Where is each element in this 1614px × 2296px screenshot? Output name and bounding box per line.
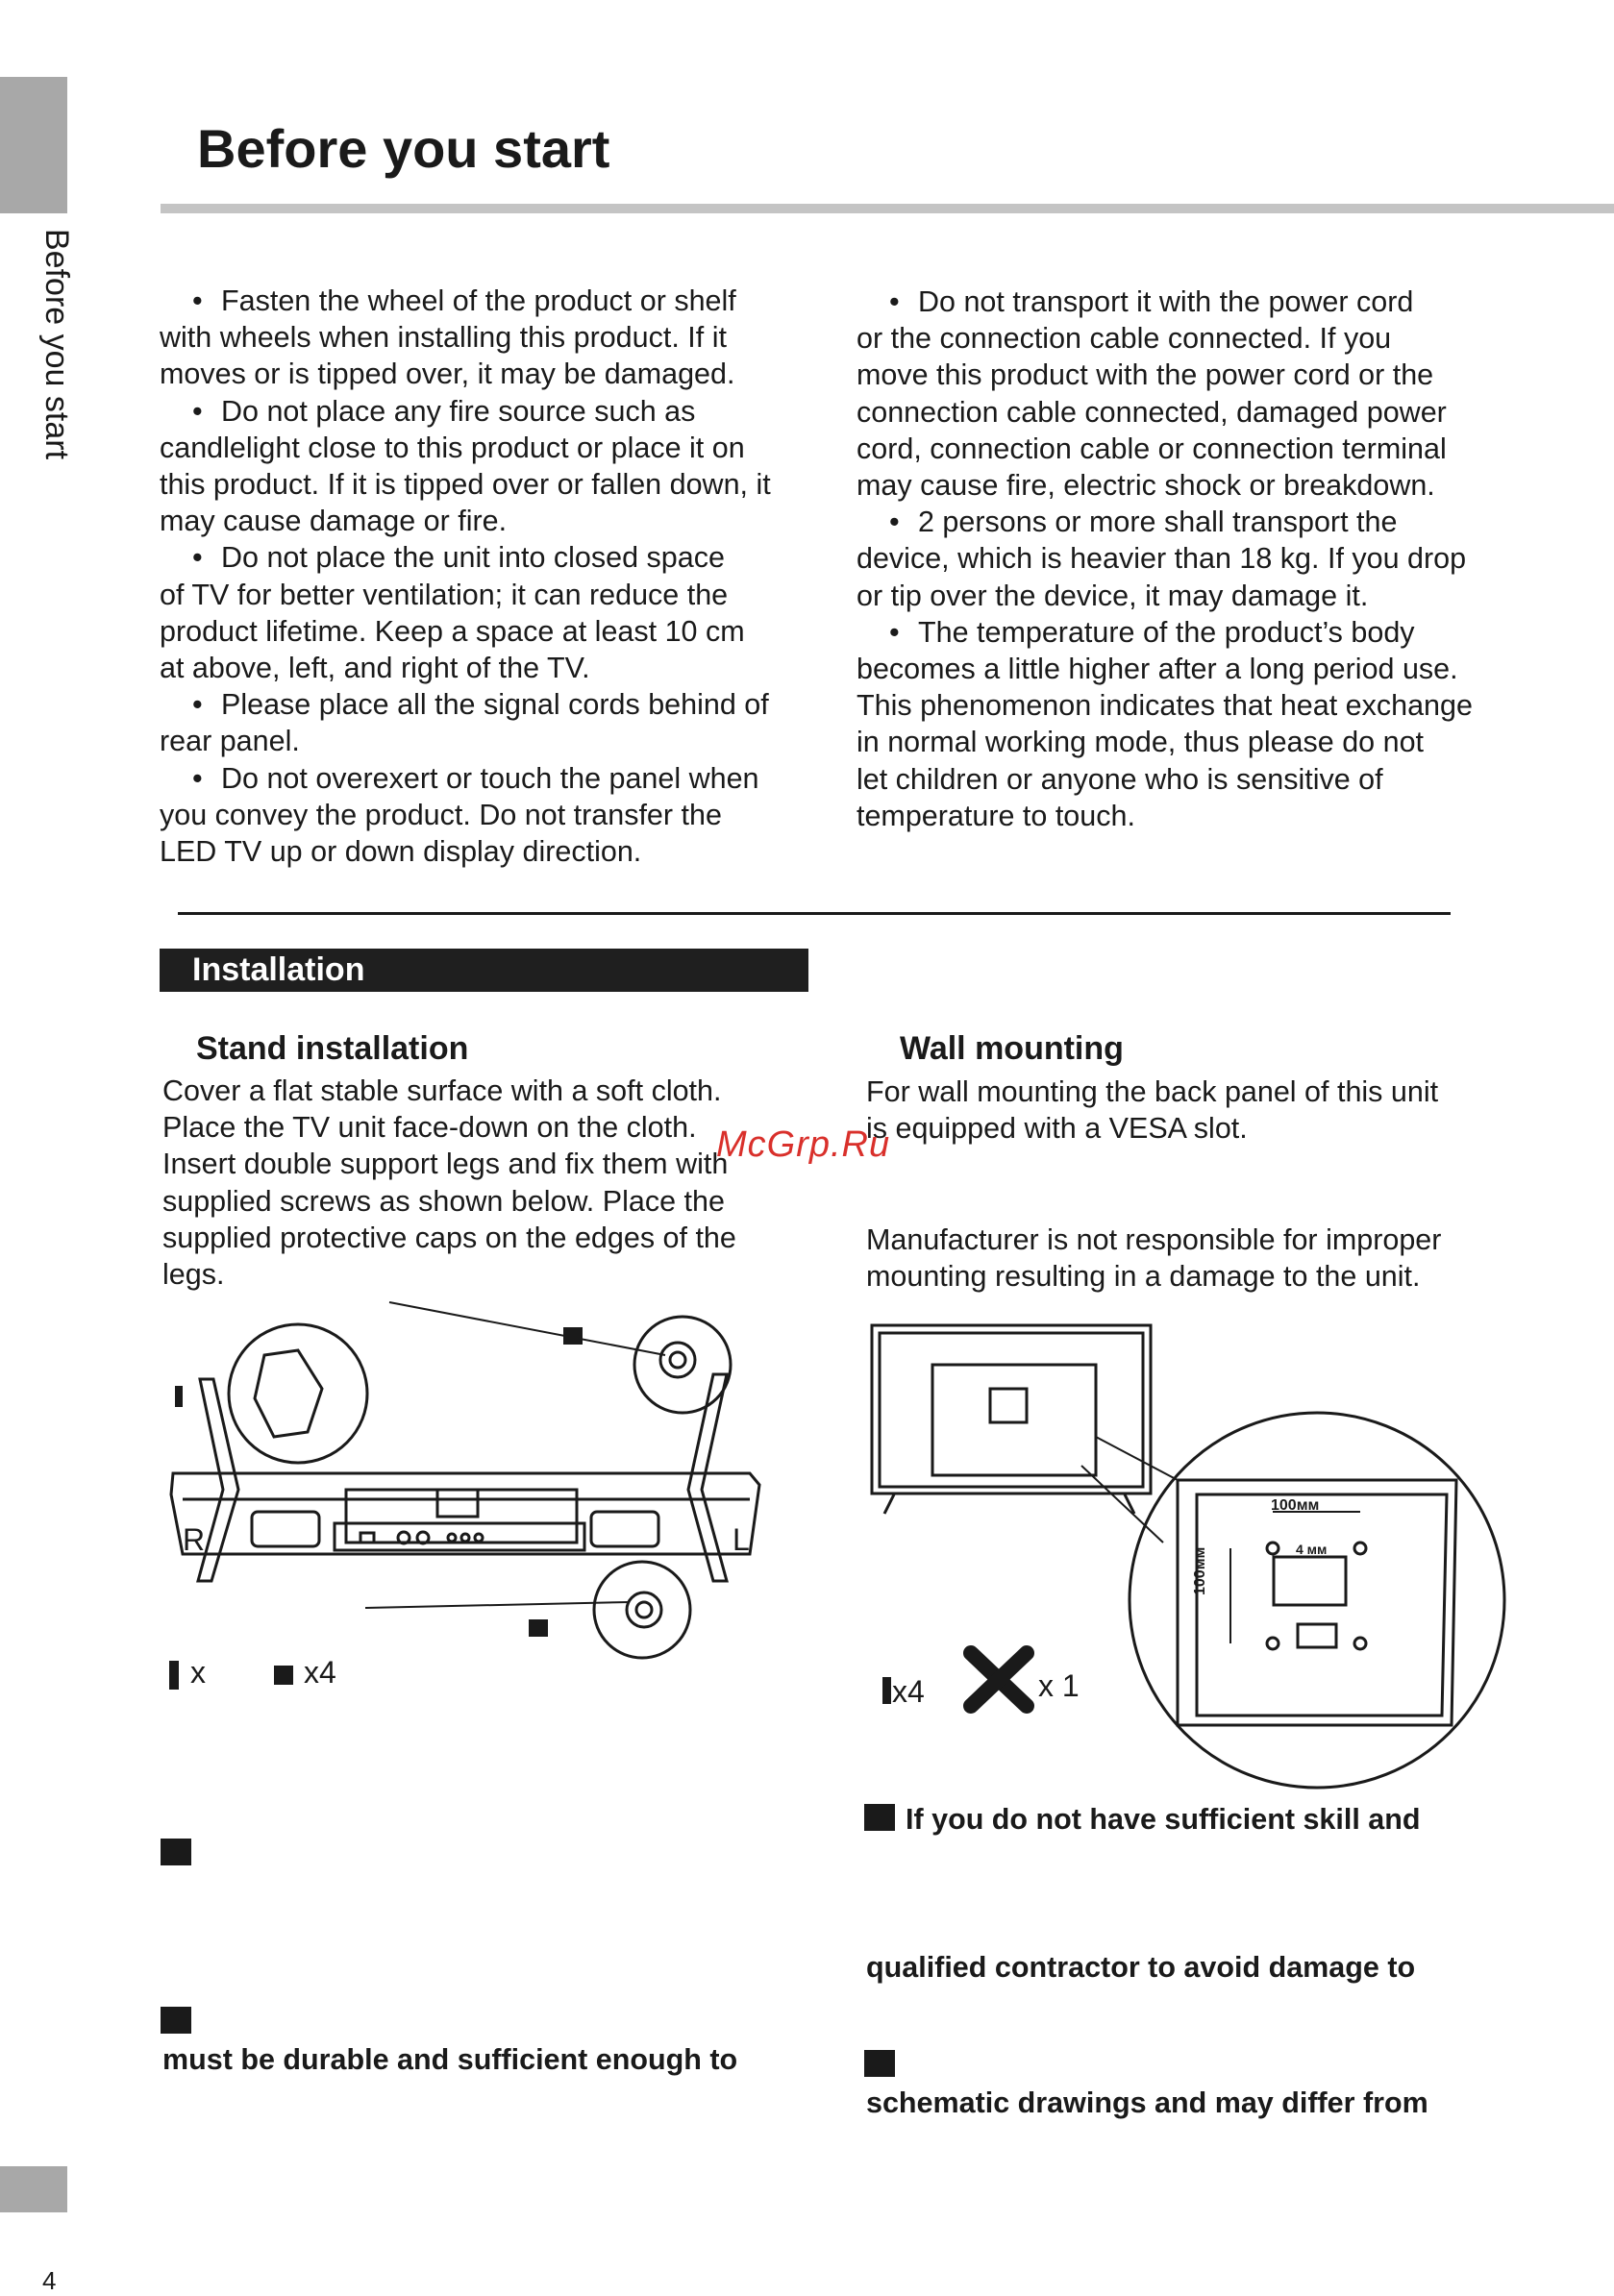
- bullet-line: in normal working mode, thus please do not: [857, 726, 1424, 759]
- bullet-lead: • Do not transport it with the power cord: [857, 284, 1529, 320]
- cap-marker-1: [563, 1327, 583, 1345]
- screw-icon-wall: [882, 1677, 891, 1704]
- warn-marker-2: [864, 2050, 895, 2077]
- stand-text: [162, 1073, 816, 1293]
- title-rule: [161, 204, 1614, 213]
- hole-size: 4 мм: [1296, 1542, 1328, 1557]
- bullet-line: cord, connection cable or connection terminal: [857, 432, 1447, 465]
- bullet-lead: • The temperature of the product’s body: [857, 614, 1529, 651]
- wall-warning-1: If you do not have sufficient skill and: [906, 1803, 1421, 1836]
- bullet-lead: • Please place all the signal cords behind of: [160, 686, 823, 723]
- bullet-line: may cause fire, electric shock or breakdown.: [857, 469, 1435, 503]
- label-l: L: [733, 1522, 750, 1557]
- bullet-line: with wheels when installing this product. If it: [160, 321, 727, 355]
- bullet-lead: • Do not place any fire source such as: [160, 393, 823, 430]
- bullet-line: moves or is tipped over, it may be damaged.: [160, 358, 735, 391]
- side-tab-label: Before you start: [38, 229, 75, 460]
- wall-text: [866, 1074, 1539, 1147]
- screw-icon: [169, 1661, 179, 1690]
- text-line: supplied protective caps on the edges of the: [162, 1221, 736, 1254]
- cap-marker-2: [529, 1619, 548, 1637]
- bullet-line: candlelight close to this product or place it on: [160, 431, 745, 464]
- bullet-line: or tip over the device, it may damage it.: [857, 579, 1369, 612]
- section-divider: [178, 912, 1451, 915]
- cap-icon: [274, 1666, 293, 1685]
- bullet-line: let children or anyone who is sensitive of: [857, 762, 1383, 796]
- bullet-line: rear panel.: [160, 725, 300, 758]
- bullet-line: may cause damage or fire.: [160, 505, 508, 538]
- dim-vertical: 100мм: [1192, 1546, 1208, 1595]
- screw-count: x: [190, 1655, 206, 1690]
- bullet-lead: • 2 persons or more shall transport the: [857, 504, 1529, 540]
- bullet-lead: • Do not place the unit into closed space: [160, 539, 823, 576]
- wall-disclaimer: [866, 1222, 1539, 1295]
- bullet-line: device, which is heavier than 18 kg. If you drop: [857, 542, 1467, 576]
- vesa-bracket-icon: [971, 1653, 1027, 1706]
- right-column-text: [857, 284, 1529, 834]
- dim-horizontal: 100мм: [1271, 1497, 1320, 1514]
- note-marker-2: [161, 2007, 191, 2034]
- bullet-lead: • Fasten the wheel of the product or shelf: [160, 283, 823, 319]
- wall-warning-2: qualified contractor to avoid damage to: [866, 1951, 1416, 1984]
- wall-heading: Wall mounting: [900, 1030, 1124, 1067]
- cap-count: x4: [304, 1655, 336, 1690]
- bullet-line: at above, left, and right of the TV.: [160, 652, 590, 685]
- wall-warning-3: schematic drawings and may differ from: [866, 2086, 1428, 2119]
- warn-marker-1: [864, 1804, 895, 1831]
- stand-note: must be durable and sufficient enough to: [162, 2043, 738, 2076]
- bullet-line: of TV for better ventilation; it can reduce the: [160, 578, 729, 611]
- bullet-line: product lifetime. Keep a space at least 10 cm: [160, 614, 745, 648]
- stand-illustration: [163, 1302, 779, 1687]
- text-line: is equipped with a VESA slot.: [866, 1112, 1248, 1146]
- bullet-line: or the connection cable connected. If you: [857, 322, 1392, 356]
- text-line: For wall mounting the back panel of this unit: [866, 1075, 1439, 1108]
- bullet-line: move this product with the power cord or the: [857, 358, 1434, 392]
- bullet-line: this product. If it is tipped over or fallen down, it: [160, 468, 771, 502]
- bracket-count: x 1: [1038, 1668, 1080, 1703]
- text-line: Place the TV unit face-down on the cloth.: [162, 1111, 697, 1145]
- bullet-line: This phenomenon indicates that heat exchange: [857, 689, 1473, 723]
- bullet-line: connection cable connected, damaged power: [857, 395, 1447, 429]
- bullet-line: temperature to touch.: [857, 799, 1135, 832]
- bullet-lead: • Do not overexert or touch the panel when: [160, 760, 823, 797]
- installation-header: Installation: [160, 949, 808, 992]
- text-line: Cover a flat stable surface with a soft cloth.: [162, 1074, 722, 1107]
- stand-heading: Stand installation: [196, 1030, 469, 1067]
- screw-icon-stand: [175, 1386, 183, 1407]
- text-line: legs.: [162, 1258, 225, 1292]
- text-line: mounting resulting in a damage to the unit.: [866, 1260, 1421, 1294]
- text-line: Insert double support legs and fix them with: [162, 1148, 729, 1181]
- footer-tab: [0, 2166, 67, 2212]
- bullet-line: you convey the product. Do not transfer the: [160, 798, 722, 831]
- watermark: McGrp.Ru: [716, 1124, 891, 1165]
- bullet-line: becomes a little higher after a long period use.: [857, 653, 1458, 686]
- wall-screw-count: x4: [892, 1674, 925, 1709]
- note-marker-1: [161, 1839, 191, 1865]
- text-line: supplied screws as shown below. Place the: [162, 1184, 725, 1218]
- text-line: Manufacturer is not responsible for improper: [866, 1223, 1442, 1256]
- page-number: 4: [42, 2266, 57, 2295]
- page-title: Before you start: [197, 118, 610, 179]
- left-column-text: [160, 283, 823, 870]
- label-r: R: [183, 1522, 206, 1557]
- side-tab-block: [0, 77, 67, 213]
- bullet-line: LED TV up or down display direction.: [160, 835, 642, 869]
